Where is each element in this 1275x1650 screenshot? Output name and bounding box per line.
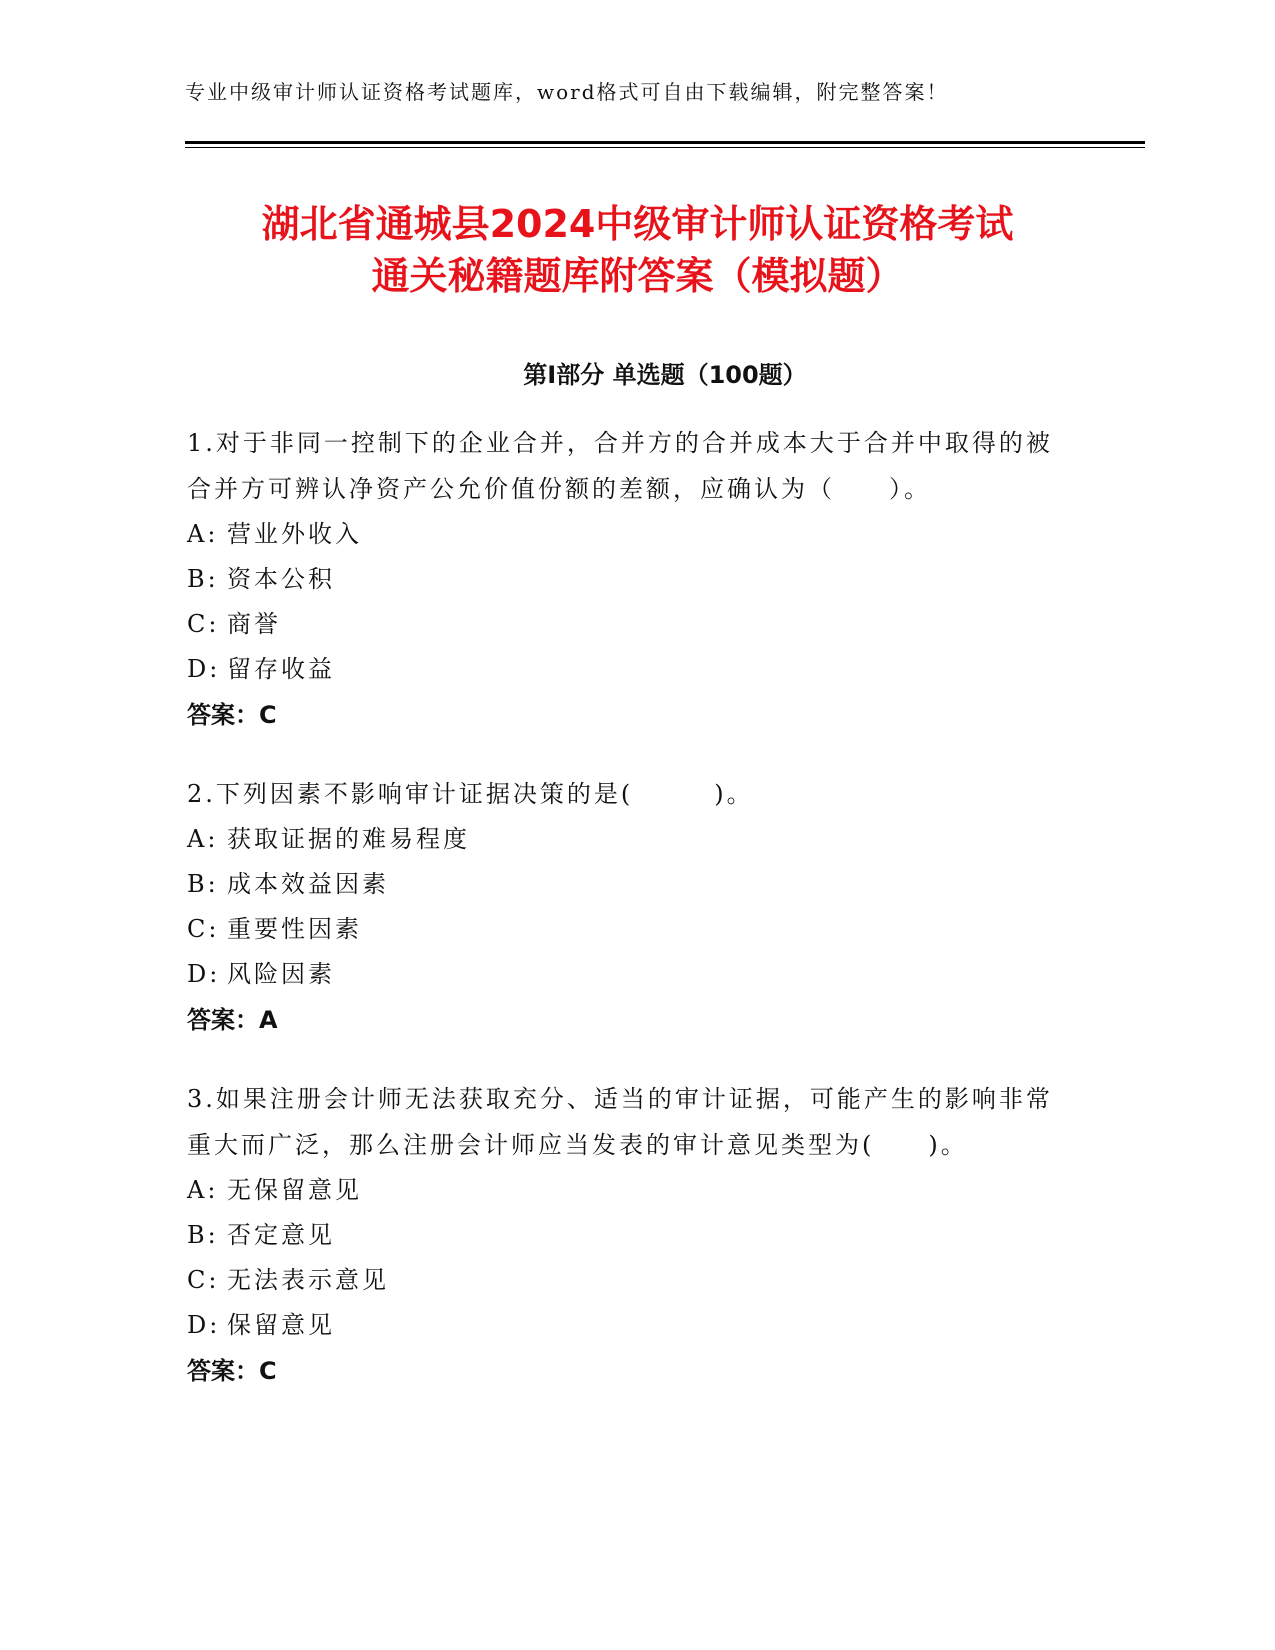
- option-b: [187, 862, 1067, 907]
- option-text: 风险因素: [227, 960, 335, 988]
- option-b: [187, 1213, 1067, 1258]
- option-letter: A:: [187, 1176, 219, 1204]
- option-d: [187, 952, 1067, 997]
- option-letter: C:: [187, 610, 220, 638]
- answer: 答案：A: [187, 1006, 278, 1034]
- option-d: [187, 1303, 1067, 1348]
- option-text: 商誉: [227, 610, 281, 638]
- option-text: 营业外收入: [227, 520, 362, 548]
- option-text: 无保留意见: [227, 1176, 362, 1204]
- header-divider-thin: [185, 147, 1145, 148]
- document-title: [150, 198, 1125, 302]
- option-text: 成本效益因素: [227, 870, 389, 898]
- option-d: [187, 647, 1067, 692]
- option-text: 获取证据的难易程度: [227, 825, 470, 853]
- option-letter: C:: [187, 1266, 220, 1294]
- option-letter: D:: [187, 655, 221, 683]
- option-letter: D:: [187, 1311, 221, 1339]
- option-c: [187, 907, 1067, 952]
- document-title-line-2: 通关秘籍题库附答案（模拟题）: [371, 254, 904, 298]
- header-note: 专业中级审计师认证资格考试题库，word格式可自由下载编辑，附完整答案！: [185, 80, 949, 104]
- question-2: [187, 771, 1067, 1043]
- option-letter: C:: [187, 915, 220, 943]
- option-a: [187, 817, 1067, 862]
- option-text: 资本公积: [227, 565, 335, 593]
- option-letter: B:: [187, 1221, 219, 1249]
- answer: 答案：C: [187, 1357, 277, 1385]
- option-text: 重要性因素: [227, 915, 362, 943]
- option-letter: A:: [187, 520, 219, 548]
- question-stem: 2.下列因素不影响审计证据决策的是( )。: [187, 780, 754, 808]
- document-title-line-1: 湖北省通城县2024中级审计师认证资格考试: [261, 202, 1014, 246]
- header-divider-thick: [185, 141, 1145, 144]
- option-a: [187, 512, 1067, 557]
- option-text: 保留意见: [227, 1311, 335, 1339]
- answer: 答案：C: [187, 701, 277, 729]
- question-stem: 3.如果注册会计师无法获取充分、适当的审计证据，可能产生的影响非常重大而广泛，那么注册会计师应当发表的审计意见类型为( )。: [187, 1085, 1053, 1159]
- question-3: [187, 1076, 1067, 1394]
- option-text: 无法表示意见: [227, 1266, 389, 1294]
- option-c: [187, 1258, 1067, 1303]
- option-letter: B:: [187, 870, 219, 898]
- option-letter: D:: [187, 960, 221, 988]
- option-c: [187, 602, 1067, 647]
- option-a: [187, 1168, 1067, 1213]
- option-text: 留存收益: [227, 655, 335, 683]
- option-letter: B:: [187, 565, 219, 593]
- section-heading: 第Ⅰ部分 单选题（100题）: [523, 361, 807, 389]
- option-text: 否定意见: [227, 1221, 335, 1249]
- question-stem: 1.对于非同一控制下的企业合并，合并方的合并成本大于合并中取得的被合并方可辨认净资产公允价值份额的差额，应确认为（ ）。: [187, 429, 1053, 503]
- question-1: [187, 420, 1067, 738]
- option-letter: A:: [187, 825, 219, 853]
- option-b: [187, 557, 1067, 602]
